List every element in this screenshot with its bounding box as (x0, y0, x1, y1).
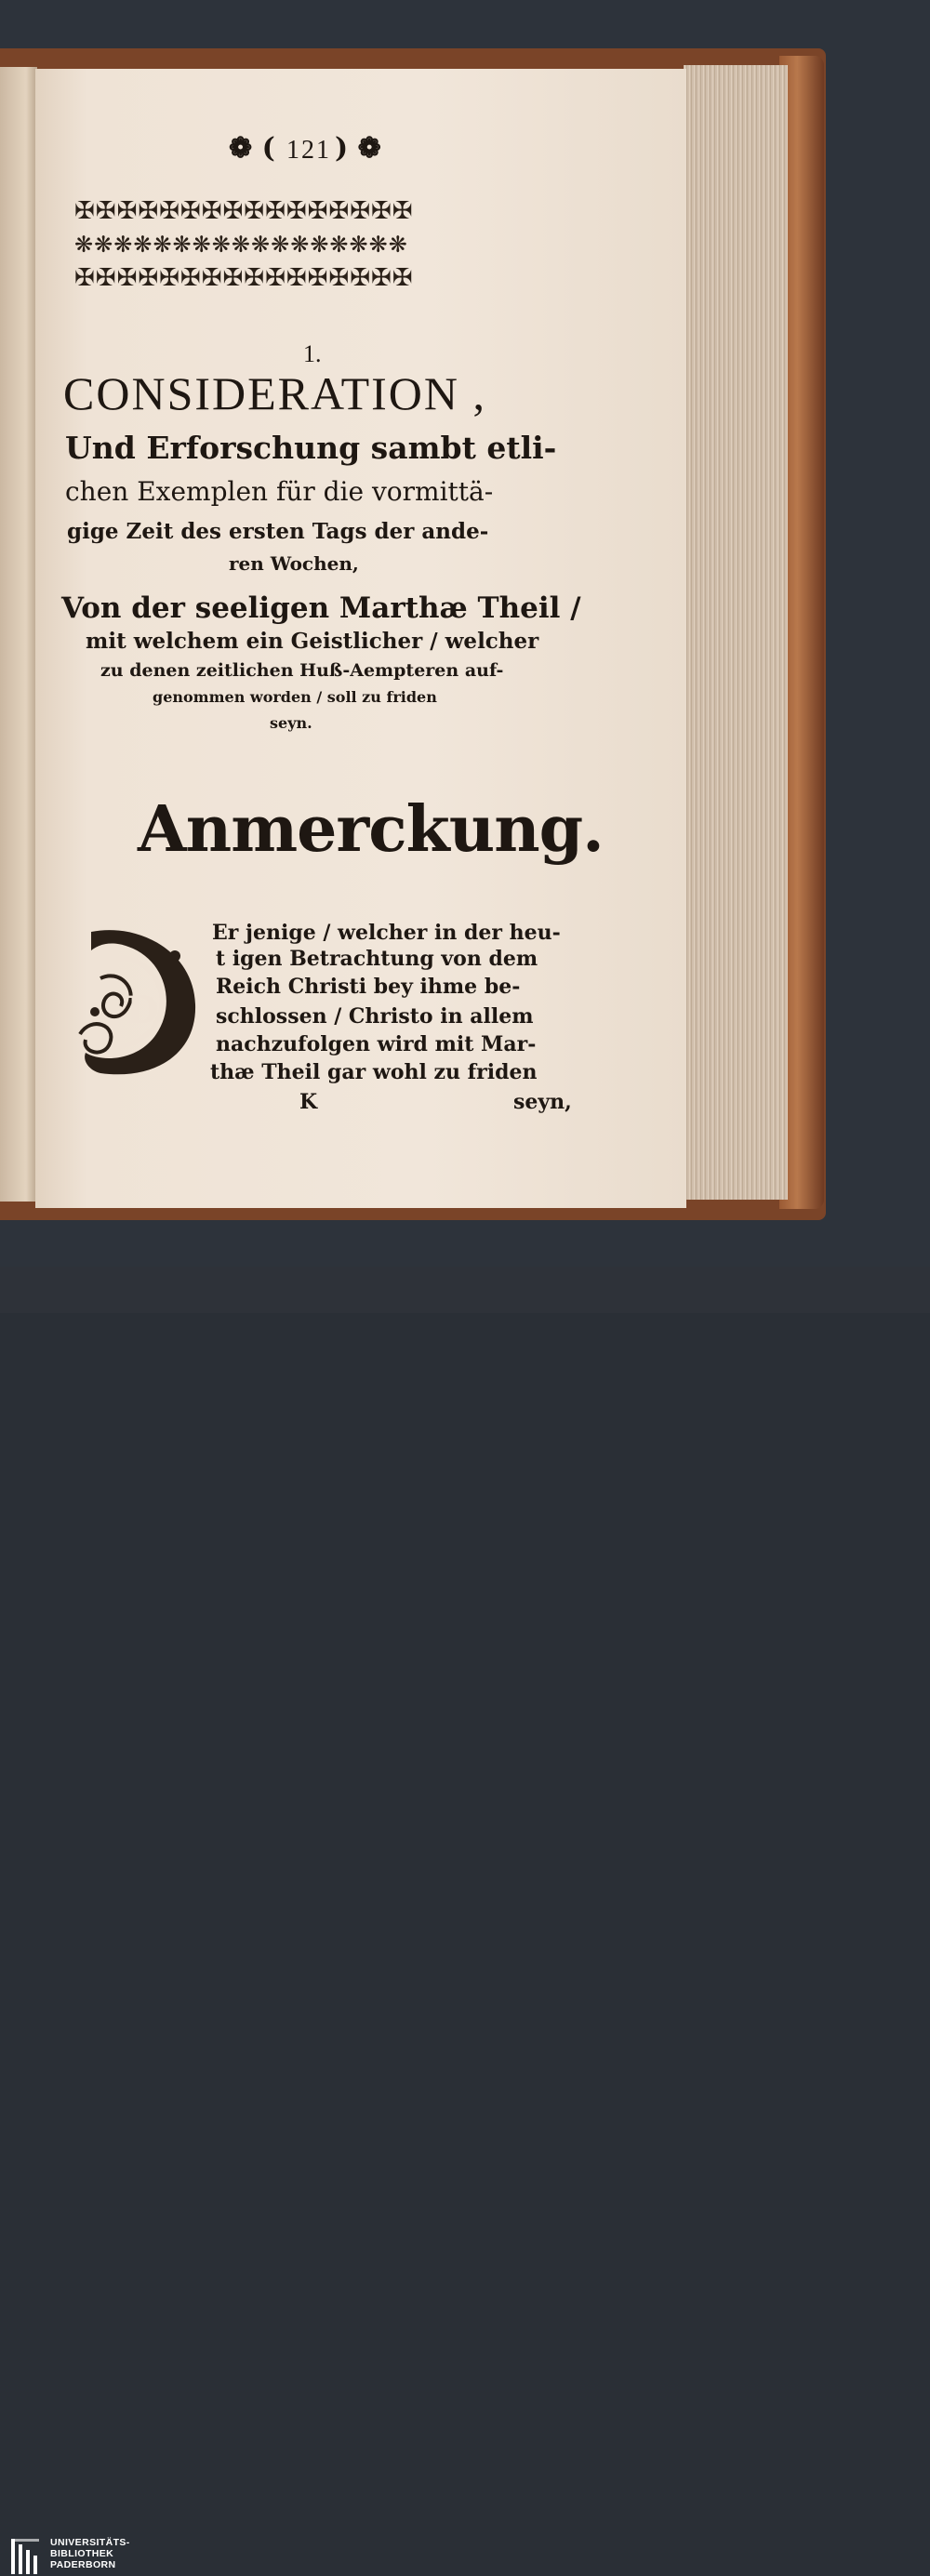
page-number: 121 (286, 136, 331, 165)
body-line-5: nachzufolgen wird mit Mar- (216, 1032, 537, 1056)
previous-page-edge (0, 67, 37, 1202)
catchword: seyn, (513, 1090, 572, 1114)
library-logo-icon (9, 2537, 45, 2576)
title-line-3: gige Zeit des ersten Tags der ande- (67, 519, 489, 544)
body-line-4: schlossen / Christo in allem (216, 1004, 534, 1029)
title-line-6: mit welchem ein Geistlicher / welcher (86, 629, 539, 654)
initial-letter: D (126, 989, 159, 1032)
scan-background (0, 0, 930, 1267)
title-line-8: genommen worden / soll zu friden (153, 688, 437, 706)
section-number: 1. (303, 340, 322, 367)
body-line-1: Er jenige / welcher in der heu- (212, 921, 561, 945)
logo-line-2: BIBLIOTHEK (50, 2548, 114, 2559)
title-line-7: zu denen zeitlichen Huß-Aempteren auf- (100, 660, 504, 681)
subheading-anmerckung: Anmerckung. (138, 792, 604, 867)
decorated-initial-d (73, 923, 203, 1082)
ornament-row-bottom: ✠✠✠✠✠✠✠✠✠✠✠✠✠✠✠✠ (74, 264, 414, 292)
body-line-3: Reich Christi bey ihme be- (216, 975, 521, 999)
footer-bar (0, 1267, 930, 2570)
ornament-row-top: ✠✠✠✠✠✠✠✠✠✠✠✠✠✠✠✠ (74, 197, 414, 225)
body-line-2: t igen Betrachtung von dem (216, 947, 538, 971)
logo-line-1: UNIVERSITÄTS- (50, 2537, 130, 2548)
body-line-6: thæ Theil gar wohl zu friden (210, 1060, 538, 1084)
title-heading: CONSIDERATION , (63, 367, 486, 419)
page-header-right-ornament: ) ❁ (335, 132, 381, 165)
page-block-edges (684, 65, 788, 1200)
title-line-4: ren Wochen, (229, 552, 359, 575)
logo-line-3: PADERBORN (50, 2559, 116, 2570)
library-logo-text (50, 2537, 130, 2570)
title-line-5: Von der seeligen Marthæ Theil / (61, 591, 581, 625)
title-line-2: chen Exemplen für die vormittä- (65, 476, 494, 507)
ornament-row-middle: ❋❋❋❋❋❋❋❋❋❋❋❋❋❋❋❋❋ (74, 232, 408, 258)
signature-mark: K (299, 1090, 318, 1114)
page-header-left-ornament: ❁ ( (229, 132, 275, 165)
title-line-1: Und Erforschung sambt etli- (65, 430, 557, 466)
title-line-9: seyn. (270, 714, 312, 732)
